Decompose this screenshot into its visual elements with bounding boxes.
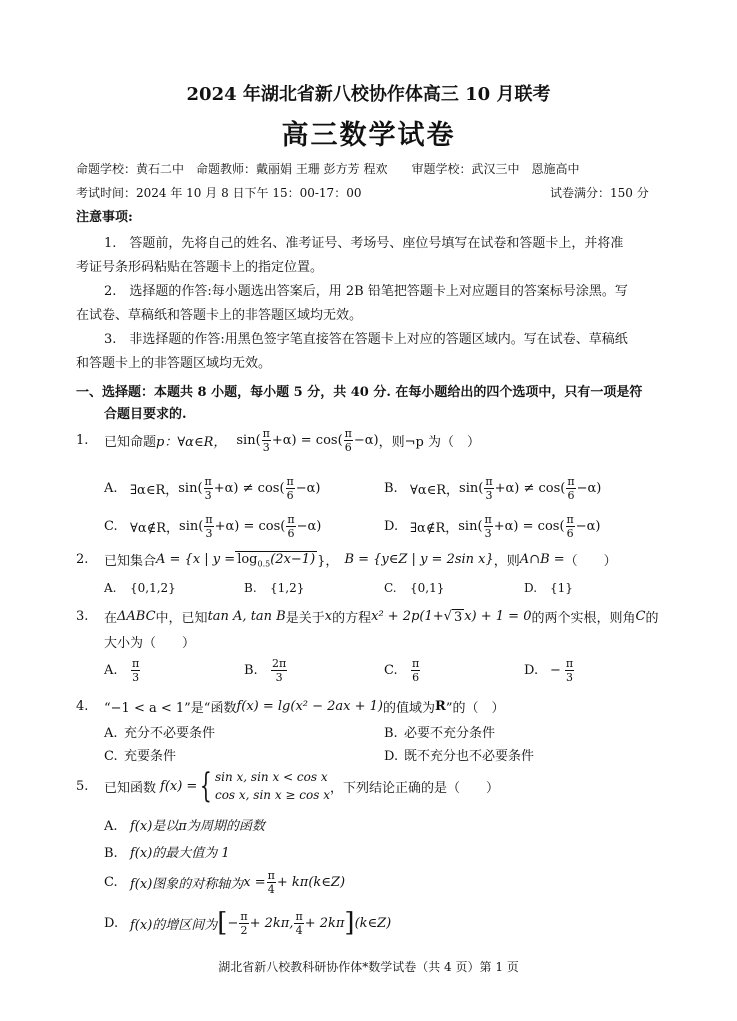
paper-subtitle: 高三数学试卷 [281, 120, 456, 151]
notice-line: 考证号条形码粘贴在答题卡上的指定位置。 [76, 260, 324, 275]
question-2-option-d: D. {1} [524, 581, 573, 595]
question-3-option-b: B. $\frac{2\pi}{3}$ [244, 657, 287, 684]
question-5-option-a: A. f(x)是以π为周期的函数 [104, 819, 265, 834]
question-2-option-a: A. {0,1,2} [104, 581, 176, 595]
notice-line: 2. 选择题的作答:每小题选出答案后，用 2B 铅笔把答题卡上对应题目的答案标号涂黑。写 [104, 284, 628, 299]
notice-line: 3. 非选择题的作答:用黑色签字笔直接答在答题卡上对应的答题区域内。写在试卷、草稿纸 [104, 332, 628, 347]
question-2-option-c: C. {0,1} [384, 581, 445, 595]
question-3-stem-cont: 大小为（ ） [104, 636, 196, 651]
question-4-stem: 4. “−1 < a < 1”是“函数 f(x) = lg(x² − 2ax + 1) 的值域为 R ”的（ ） [76, 699, 505, 716]
question-2-option-b: B. {1,2} [244, 581, 305, 595]
exam-title: 2024 年湖北省新八校协作体高三 10 月联考 [186, 84, 551, 105]
page-footer: 湖北省新八校教科研协作体*数学试卷（共 4 页）第 1 页 [218, 960, 519, 974]
section-heading-cont: 合题目要求的. [104, 407, 187, 422]
question-3-option-c: C. $\frac{\pi}{6}$ [384, 657, 420, 684]
question-1-stem: 1. 已知命题 p：∀α∈R， sin( $\frac{\pi}{3}$ +α) = cos( $\frac{\pi}{6}$ −α) ，则¬p 为（ ） [76, 427, 480, 454]
question-4-option-c: C. 充要条件 [104, 749, 177, 764]
question-5-option-d: D. f(x)的增区间为 [ − $\frac{\pi}{2}$ + 2kπ, $\frac{\pi}{4}$ + 2kπ ] (k∈Z) [104, 908, 392, 938]
question-3-stem: 3. 在 ΔABC 中，已知 tan A, tan B 是关于 x 的方程 x² + 2p(1+ √ 3 x) + 1 = 0 的两个实根，则角 C 的 [76, 609, 659, 626]
question-4-option-b: B. 必要不充分条件 [384, 726, 496, 741]
question-1-option-b: B. ∀α∈R， sin( $\frac{\pi}{3}$ +α) ≠ cos( $\frac{\pi}{6}$ −α) [384, 475, 602, 502]
question-5-option-b: B. f(x)的最大值为 1 [104, 846, 230, 861]
notice-heading: 注意事项: [76, 210, 133, 225]
notice-line: 和答题卡上的非答题区域均无效。 [76, 356, 272, 371]
question-1-option-d: D. ∃α∉R， sin( $\frac{\pi}{3}$ +α) = cos( $\frac{\pi}{6}$ −α) [384, 513, 601, 540]
exam-time: 考试时间：2024 年 10 月 8 日下午 15：00-17：00 [76, 186, 362, 200]
notice-line: 在试卷、草稿纸和答题卡上的非答题区域均无效。 [76, 308, 363, 323]
question-1-option-a: A. ∃α∈R， sin( $\frac{\pi}{3}$ +α) ≠ cos( $\frac{\pi}{6}$ −α) [104, 475, 321, 502]
question-2-stem: 2. 已知集合 A = {x | y = $\log_{0.5}(2x-1)$ }， B = {y∈Z | y = 2sin x} ，则 A∩B = （ ） [76, 551, 617, 569]
question-4-option-a: A. 充分不必要条件 [104, 726, 216, 741]
question-4-option-d: D. 既不充分也不必要条件 [384, 749, 535, 764]
question-number: 1. [76, 433, 89, 448]
question-5-stem: 5. 已知函数 f(x) = { sin x, sin x < cos x cos x, sin x ≥ cos x ，下列结论正确的是（ ） [76, 766, 499, 806]
full-score: 试卷满分：150 分 [550, 186, 649, 200]
question-3-option-d: D. − $\frac{\pi}{3}$ [524, 657, 574, 684]
question-1-option-c: C. ∀α∉R， sin( $\frac{\pi}{3}$ +α) = cos( $\frac{\pi}{6}$ −α) [104, 513, 322, 540]
notice-line: 1. 答题前，先将自己的姓名、准考证号、考场号、座位号填写在试卷和答题卡上，并将准 [104, 236, 624, 251]
question-3-option-a: A. $\frac{\pi}{3}$ [104, 657, 140, 684]
exam-authors: 命题学校：黄石二中 命题教师：戴丽娟 王珊 彭方芳 程欢 审题学校：武汉三中 恩施高中 [76, 162, 580, 176]
question-5-option-c: C. f(x)图象的对称轴为 x = $\frac{\pi}{4}$ + kπ(k∈Z) [104, 869, 346, 896]
section-heading: 一、选择题：本题共 8 小题，每小题 5 分，共 40 分. 在每小题给出的四个选项中，只有一项是符 [76, 385, 643, 400]
